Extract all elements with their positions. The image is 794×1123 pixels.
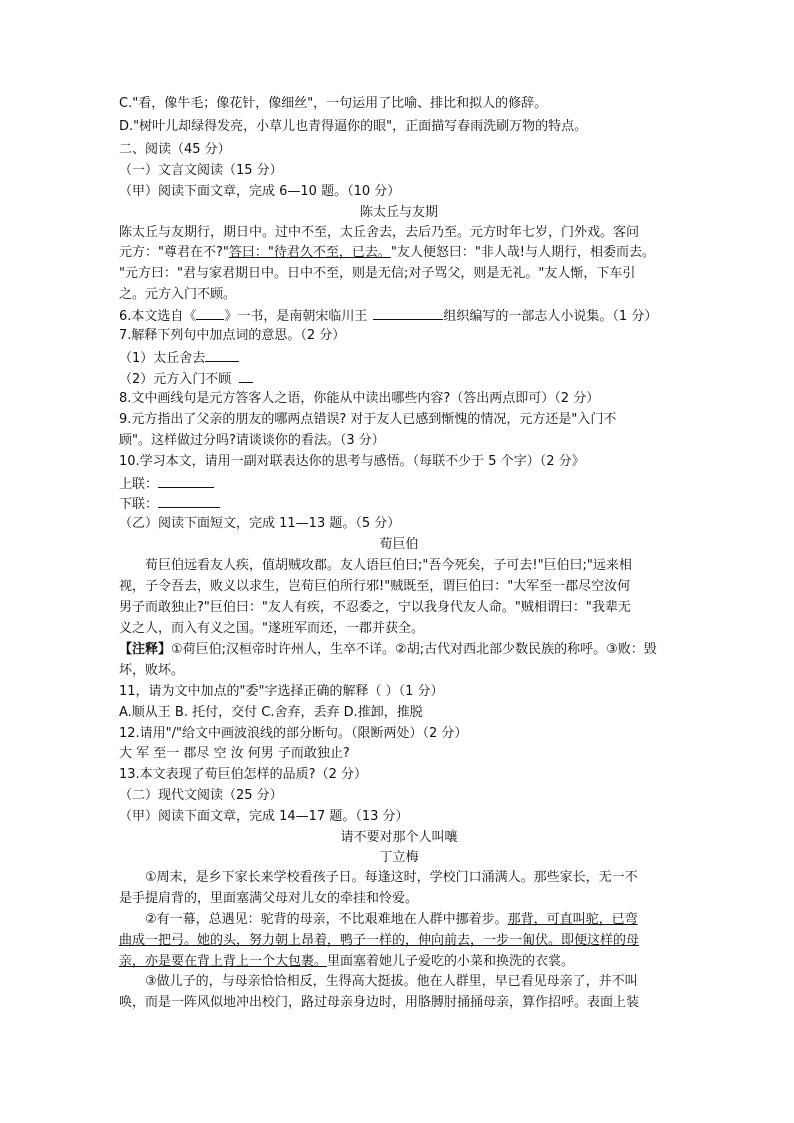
passage-title-xun: 荀巨伯 [379,537,419,552]
question-7-item-1 [119,348,679,368]
subsection-classical: （一）文言文阅读（15 分） [119,163,283,178]
answer-blank[interactable] [239,369,253,383]
annotation-line [119,641,679,659]
annotation-line: 坏，败坏。 [119,663,185,678]
segmentation-line: 大 军 至一 郡尽 空 汝 何男 子而敢独止? [119,746,350,761]
underlined-sentence: 亲，亦是要在背上背上一个大包裹。 [119,954,328,969]
article-title: 请不要对那个人叫嚷 [340,830,458,845]
article-line: 是手提肩背的，里面塞满父母对儿女的牵挂和怜爱。 [119,891,419,906]
passage-line: 荀巨伯远看友人疾，值胡贼攻郡。友人语巨伯曰;"吾今死矣，子可去!"巨伯曰;"远来相 [145,558,632,573]
text-span: 上联： [119,477,159,492]
passage-title-chen: 陈太丘与友期 [359,205,438,220]
text-span: 元方："尊君在不?" [119,245,229,260]
answer-blank[interactable] [196,306,224,320]
modern-part-a-instructions: （甲）阅读下面文章，完成 14—17 题。（13 分） [119,809,409,824]
text-span: （2）元方入门不顾 [119,372,232,387]
underlined-sentence: 那背，可直叫驼，已弯 [507,912,638,927]
text-span: ②有一幕，总遇见：驼背的母亲，不比艰难地在人群中挪着步。 [145,912,508,927]
article-line [119,953,679,971]
text-span: 6.本文选自《 [119,309,197,324]
text-span: ①荷巨伯;汉桓帝时许州人，生卒不详。②胡;古代对西北部少数民族的称呼。③败：毁 [171,642,657,657]
question-8: 8.文中画线句是元方答客人之语，你能从中读出哪些内容?（答出两点即可）（2 分） [119,391,600,406]
question-11-options: A.顺从王 B. 托付，交付 C.舍弃，丢弃 D.推卸，推脱 [119,705,423,720]
question-11: 11，请为文中加点的"委"字选择正确的解释（ ）（1 分） [119,684,444,699]
question-12: 12.请用"/"给文中画波浪线的部分断句。（限断两处）（2 分） [119,726,468,741]
text-span: 里面塞着她儿子爱吃的小菜和换洗的衣裳。 [327,954,575,969]
passage-line [119,244,679,262]
text-span: 组织编写的一部志人小说集。（1 分） [443,309,658,324]
question-7: 7.解释下列句中加点词的意思。（2 分） [119,328,346,343]
couplet-upper [119,474,679,494]
article-line [119,911,679,929]
section-heading-reading: 二、阅读（45 分） [119,142,231,157]
passage-line: 义之人，而入有义之国。"遂班军而还，一郡并获全。 [119,621,424,636]
text-span: 》一书，是南朝宋临川王 [224,309,368,324]
passage-line: 陈太丘与友期行，期日中。过中不至，太丘舍去，去后乃至。元方时年七岁，门外戏。客问 [119,225,640,240]
question-9-cont: 顾"。这样做过分吗?请谈谈你的看法。（3 分） [119,433,385,448]
passage-line: "元方曰："君与家君期日中。日中不至，则是无信;对子骂父，则是无礼。"友人惭，下车引 [119,266,636,281]
annotation-label: 【注释】 [119,642,172,657]
option-d-line: D."树叶儿却绿得发亮，小草儿也青得逼你的眼"，正面描写春雨洗刷万物的特点。 [119,119,588,134]
question-9: 9.元方指出了父亲的朋友的哪两点错误? 对于友人已感到惭愧的情况，元方还是"入门不 [119,412,617,427]
article-line-underlined: 曲成一把弓。她的头，努力朝上昂着，鸭子一样的，伸向前去，一步一匍伏。即便这样的母 [119,933,640,948]
question-13: 13.本文表现了荀巨伯怎样的品质?（2 分） [119,767,367,782]
underlined-sentence: 答曰："待君久不至，已去。 [228,245,391,260]
passage-line: 视，子令吾去，败义以求生，岂荀巨伯所行邪!"贼既至，谓巨伯曰："大军至一郡尽空汝何 [119,579,631,594]
article-author: 丁立梅 [379,850,419,865]
article-line: ③做儿子的，与母亲恰恰相反，生得高大挺拔。他在人群里，早已看见母亲了，并不叫 [145,974,638,989]
text-span: 下联： [119,497,159,512]
option-c-line: C."看，像牛毛；像花针，像细丝"，一句运用了比喻、排比和拟人的修辞。 [119,96,548,111]
answer-blank[interactable] [373,306,443,320]
answer-blank[interactable] [158,494,220,508]
part-b-instructions: （乙）阅读下面短文，完成 11—13 题。（5 分） [119,516,401,531]
article-line: 唤，而是一阵风似地冲出校门，路过母亲身边时，用胳膊肘捅捅母亲，算作招呼。表面上装 [119,995,640,1010]
question-7-item-2 [119,369,679,389]
text-span: "友人便怒曰："非人哉!与人期行，相委而去。 [390,245,656,260]
passage-line: 男子而敢独止?"巨伯曰："友人有疾，不忍委之，宁以我身代友人命。"贼相谓曰："我辈无 [119,600,631,615]
question-10: 10.学习本文，请用一副对联表达你的思考与感悟。（每联不少于 5 个字）（2 分》 [119,454,585,469]
answer-blank[interactable] [158,474,214,488]
subsection-modern: （二）现代文阅读（25 分） [119,788,283,803]
text-span: （1）太丘舍去 [119,351,206,366]
question-6 [119,306,679,326]
answer-blank[interactable] [205,348,239,362]
couplet-lower [119,494,679,514]
passage-line: 之。元方入门不顾。 [119,287,237,302]
article-line: ①周末，是乡下家长来学校看孩子日。每逢这时，学校门口涌满人。那些家长，无一不 [145,870,638,885]
part-a-instructions: （甲）阅读下面文章，完成 6—10 题。（10 分） [119,184,401,199]
